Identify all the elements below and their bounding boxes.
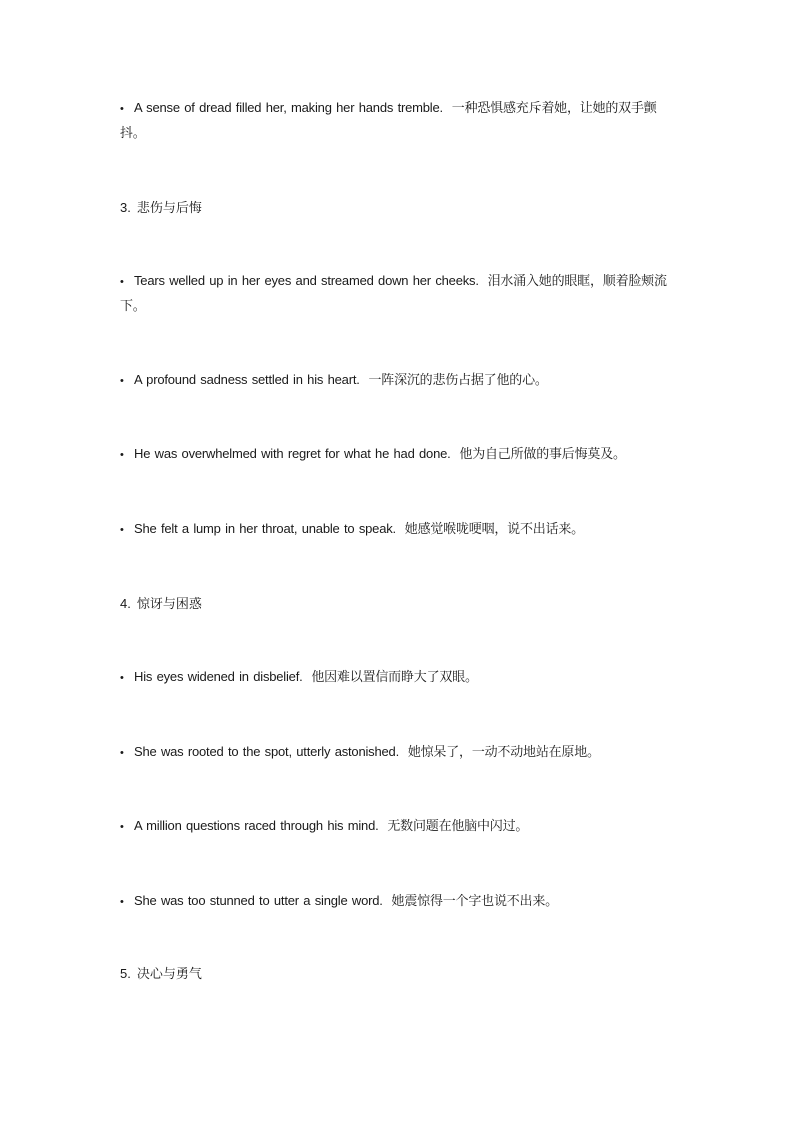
section-heading <box>120 962 202 986</box>
bullet-marker: • <box>120 449 124 461</box>
section-title: 决心与勇气 <box>136 966 202 981</box>
english-sentence: She felt a lump in her throat, unable to speak. <box>134 521 396 536</box>
bullet-marker: • <box>120 375 124 387</box>
chinese-translation: 她惊呆了，一动不动地站在原地。 <box>407 744 600 759</box>
chinese-translation: 她感觉喉咙哽咽，说不出话来。 <box>404 521 584 536</box>
section-heading <box>120 592 202 616</box>
list-item <box>120 740 680 765</box>
list-item <box>120 517 680 542</box>
list-item <box>120 96 680 145</box>
bullet-marker: • <box>120 672 124 684</box>
english-sentence: His eyes widened in disbelief. <box>134 669 303 684</box>
section-number: 3. <box>120 200 131 215</box>
chinese-translation: 她震惊得一个字也说不出来。 <box>391 893 558 908</box>
list-item <box>120 269 680 318</box>
section-heading <box>120 196 202 220</box>
chinese-translation: 泪水涌入她的眼眶，顺着脸颊流下。 <box>120 273 667 313</box>
chinese-translation: 无数问题在他脑中闪过。 <box>387 818 529 833</box>
chinese-translation: 他因难以置信而睁大了双眼。 <box>311 669 478 684</box>
bullet-marker: • <box>120 896 124 908</box>
english-sentence: A sense of dread filled her, making her hands tremble. <box>134 100 443 115</box>
bullet-marker: • <box>120 103 124 115</box>
list-item <box>120 368 680 393</box>
bullet-marker: • <box>120 524 124 536</box>
list-item <box>120 665 680 690</box>
english-sentence: Tears welled up in her eyes and streamed down her cheeks. <box>134 273 479 288</box>
chinese-translation: 一阵深沉的悲伤占据了他的心。 <box>368 372 548 387</box>
section-title: 惊讶与困惑 <box>136 596 202 611</box>
english-sentence: A million questions raced through his mind. <box>134 818 379 833</box>
english-sentence: He was overwhelmed with regret for what he had done. <box>134 446 451 461</box>
list-item <box>120 889 680 914</box>
section-number: 5. <box>120 966 131 981</box>
bullet-marker: • <box>120 276 124 288</box>
bullet-marker: • <box>120 821 124 833</box>
list-item <box>120 442 680 467</box>
bullet-marker: • <box>120 747 124 759</box>
chinese-translation: 一种恐惧感充斥着她，让她的双手颤抖。 <box>120 100 657 140</box>
english-sentence: She was rooted to the spot, utterly astonished. <box>134 744 399 759</box>
english-sentence: She was too stunned to utter a single word. <box>134 893 383 908</box>
section-title: 悲伤与后悔 <box>136 200 202 215</box>
english-sentence: A profound sadness settled in his heart. <box>134 372 360 387</box>
chinese-translation: 他为自己所做的事后悔莫及。 <box>459 446 626 461</box>
section-number: 4. <box>120 596 131 611</box>
list-item <box>120 814 680 839</box>
